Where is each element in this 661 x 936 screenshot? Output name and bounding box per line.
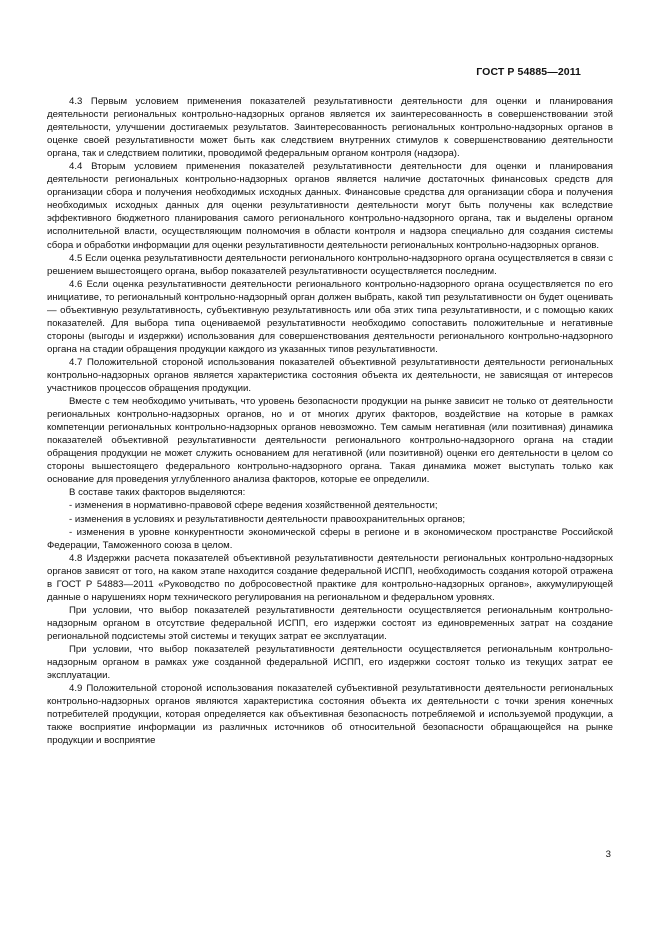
paragraph-costs-without-ispp: При условии, что выбор показателей результативности деятельности осуществляется региональным контрольно-надзорным органом в отсутствие федеральной ИСПП, его издержки состоят из единовременных затрат на создание региональной подсистемы этой системы и текущих затрат ее эксплуатации. [47, 604, 613, 642]
paragraph-4-8: 4.8 Издержки расчета показателей объективной результативности деятельности региональных контрольно-надзорных органов зависят от того, на каком этапе находится создание федеральной ИСПП, необходимость создания которой отражена в ГОСТ Р 54883—2011 «Руководство по добросовестной практике для контрольно-надзорных органов», аккумулирующей данные о нарушениях норм технического регулирования на региональном и федеральном уровнях. [47, 552, 613, 603]
paragraph-4-7: 4.7 Положительной стороной использования показателей объективной результативности деятельности региональных контрольно-надзорных органов является характеристика состояния объекта их деятельности, не зависящая от интересов участников процессов обращения продукции. [47, 356, 613, 395]
paragraph-costs-with-ispp: При условии, что выбор показателей результативности деятельности осуществляется региональным контрольно-надзорным органом в рамках уже созданной федеральной ИСПП, его издержки состоят только из текущих затрат ее эксплуатации. [47, 643, 613, 682]
paragraph-4-3: 4.3 Первым условием применения показателей результативности деятельности для оценки и планирования деятельности региональных контрольно-надзорных органов является их заинтересованность в совершенствовании этой деятельности, улучшении достигаемых результатов. Заинтересованность региональных контрольно-надзорных органов в оценке своей результативности может быть как следствием внутренних стимулов к совершенствованию деятельности органа, так и следствием политики, проводимой федеральным органом контроля (надзора). [47, 96, 613, 160]
document-body [47, 95, 613, 747]
paragraph-4-6: 4.6 Если оценка результативности деятельности регионального контрольно-надзорного органа осуществляется по его инициативе, то региональный контрольно-надзорный орган должен выбрать, какой тип результативности он будет оценивать — объективную результативность, субъективную результативность или оба этих типа результативности, и с помощью каких показателей. Для выбора типа оцениваемой результативности необходимо сопоставить положительные и негативные стороны (выгоды и издержки) использования для совершенствования деятельности регионального контрольно-надзорного органа на стадии обращения продукции каждого из указанных типов результативности. [47, 278, 613, 355]
page-number: 3 [605, 849, 611, 860]
document-id-header: ГОСТ Р 54885—2011 [476, 66, 581, 78]
paragraph-safety-factors: Вместе с тем необходимо учитывать, что уровень безопасности продукции на рынке зависит не только от деятельности региональных контрольно-надзорных органов, но и от многих других факторов, воздействие на которые в рамках компетенции региональных контрольно-надзорных органов невозможно. Тем самым негативная (или позитивная) динамика показателей объективной результативности деятельности регионального контрольно-надзорного органа на стадии обращения продукции не может служить основанием для негативной (или позитивной) оценки его деятельности в целом со стороны вышестоящего федерального контрольно-надзорного органа. Такая динамика может выступать только как основание для проведения углубленного анализа факторов, которые ее определили. [47, 396, 613, 486]
paragraph-factors-intro: В составе таких факторов выделяются: [69, 487, 246, 499]
factor-list-item: - изменения в условиях и результативности деятельности правоохранительных органов; [69, 513, 466, 525]
factor-list-item: - изменения в нормативно-правовой сфере ведения хозяйственной деятельности; [69, 500, 438, 512]
paragraph-4-4: 4.4 Вторым условием применения показателей результативности деятельности для оценки и планирования деятельности региональных контрольно-надзорных органов является наличие достаточных финансовых средств для организации сбора и получения необходимых исходных данных. Финансовые средства для организации сбора и получения необходимых исходных данных для оценки результативности деятельности могут быть получены как вследствие эффективного бюджетного планирования самого регионального контрольно-надзорного органа, так и выделены органом исполнительной власти, осуществляющим полномочия в области контроля и надзора специально для создания системы сбора и обработки информации для оценки результативности деятельности региональных контрольно-надзорных органов. [47, 161, 613, 251]
paragraph-4-5: 4.5 Если оценка результативности деятельности регионального контрольно-надзорного органа осуществляется в связи с решением вышестоящего органа, выбор показателей результативности осуществляется последним. [47, 252, 613, 277]
factor-list-item: - изменения в уровне конкурентности экономической сферы в регионе и в экономическом пространстве Российской Федерации, Таможенного союза в целом. [47, 526, 613, 551]
paragraph-4-9: 4.9 Положительной стороной использования показателей субъективной результативности деятельности региональных контрольно-надзорных органов являются характеристика состояния объекта их деятельности с точки зрения конечных потребителей продукции, которая определяется как объективная безопасность потребляемой и используемой продукции, а также восприятие информации из различных источников об относительной безопасности обращающейся на рынке продукции и восприятие [47, 683, 613, 747]
